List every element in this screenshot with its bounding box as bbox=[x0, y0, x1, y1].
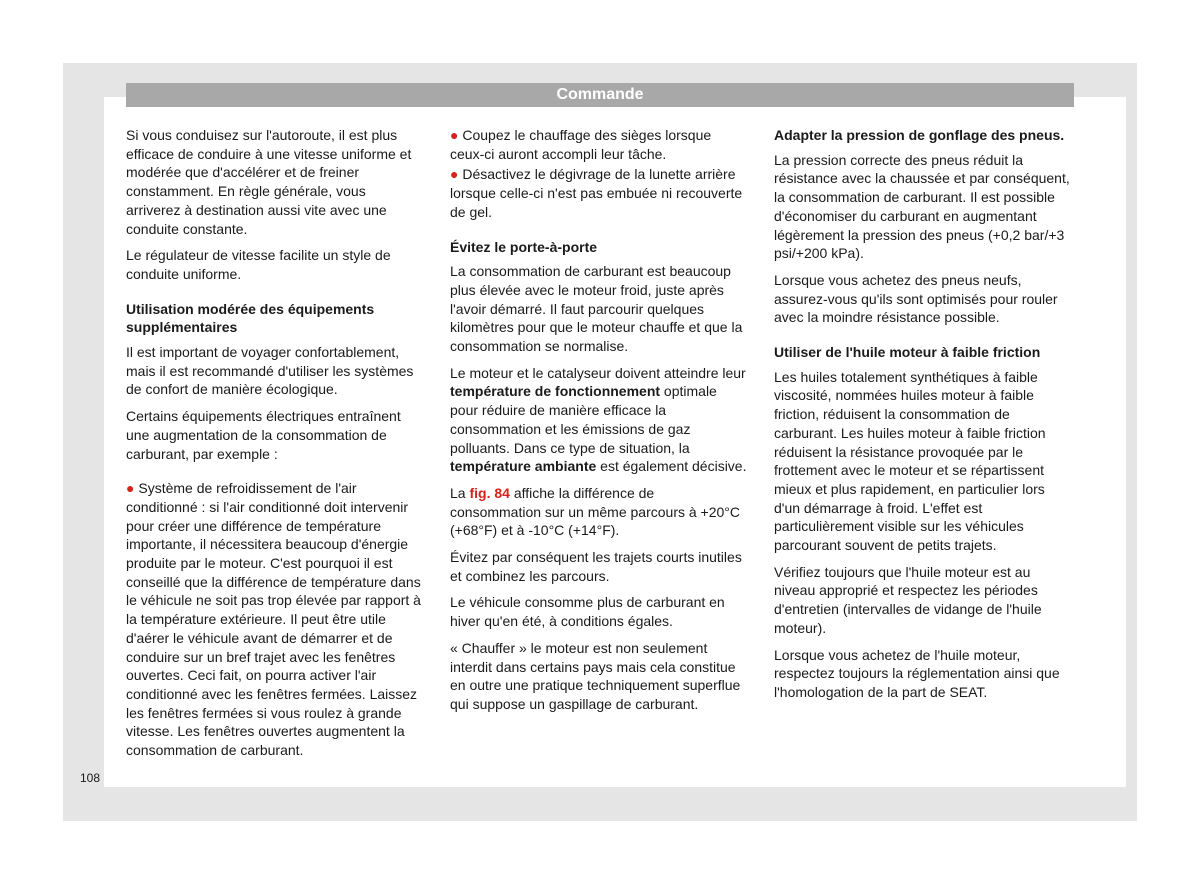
paragraph: Vérifiez toujours que l'huile moteur est au niveau approprié et respectez les périodes d'entretien (intervalles de vidange de l'huile moteur). bbox=[774, 563, 1042, 636]
section-header: Commande bbox=[126, 83, 1074, 107]
column-1 bbox=[126, 126, 424, 768]
figure-link[interactable]: fig. 84 bbox=[469, 484, 510, 501]
section-heading: Utiliser de l'huile moteur à faible friction bbox=[774, 344, 1041, 361]
paragraph: Si vous conduisez sur l'autoroute, il est plus efficace de conduire à une vitesse uniforme et modérée que d'accélérer et de freiner constamment. En règle générale, vous arriverez à destination aussi vite avec une conduite constante. bbox=[126, 127, 412, 237]
paragraph: Évitez par conséquent les trajets courts inutiles et combinez les parcours. bbox=[450, 549, 742, 584]
list-item-text: Coupez le chauffage des sièges lorsque ceux-ci auront accompli leur tâche. bbox=[450, 127, 712, 162]
emphasis: température de fonctionnement bbox=[450, 383, 661, 400]
bullet-dot-icon: ● bbox=[126, 480, 135, 497]
paragraph: Le véhicule consomme plus de carburant en hiver qu'en été, à conditions égales. bbox=[450, 594, 725, 630]
paragraph: Le moteur et le catalyseur doivent atteindre leur température de fonctionnement optimale pour réduire de manière efficace la consommation et les émissions de gaz polluants. Dans ce type de situation, la température ambiante est également décisive. bbox=[450, 364, 747, 475]
paragraph: Certains équipements électriques entraînent une augmentation de la consommation de carburant, par exemple : bbox=[126, 408, 401, 462]
section-heading: Utilisation modérée des équipements supplémentaires bbox=[126, 300, 375, 336]
paragraph: Les huiles totalement synthétiques à faible viscosité, nommées huiles moteur à faible friction, réduisent la consommation de carburant. Les huiles moteur à faible friction réduisent la résistance provoquée par le frottement avec le moteur et se répartissent mieux et plus rapidement, en particulier lors d'un démarrage à froid. L'effet est particulièrement visible sur les véhicules parcourant souvent de petits trajets. bbox=[774, 368, 1046, 554]
list-item bbox=[450, 165, 748, 221]
paragraph: Il est important de voyager confortablement, mais il est recommandé d'utiliser les systèmes de confort de manière écologique. bbox=[126, 344, 414, 398]
page-number: 108 bbox=[80, 771, 101, 785]
bullet-dot-icon: ● bbox=[450, 127, 459, 143]
section-heading: Évitez le porte-à-porte bbox=[450, 238, 598, 255]
paragraph: La pression correcte des pneus réduit la résistance avec la chaussée et par conséquent, la consommation de carburant. Il est possible d'économiser du carburant en augmentant légèrement la pression des pneus (+0,2 bar/+3 psi/+200 kPa). bbox=[774, 151, 1070, 262]
paragraph: Lorsque vous achetez de l'huile moteur, respectez toujours la réglementation ainsi que l'homologation de la part de SEAT. bbox=[774, 646, 1060, 700]
list-item bbox=[450, 126, 748, 163]
list-item-text: Système de refroidissement de l'air conditionné : si l'air conditionné doit intervenir pour créer une différence de température importante, il nécessitera beaucoup d'énergie produite par le moteur. C'est pourquoi il est conseillé que la différence de température dans le véhicule ne soit pas trop élevée par rapport à la température extérieure. Il peut être utile d'aérer le véhicule avant de démarrer et de conduire sur un bref trajet avec les fenêtres ouvertes. Ceci fait, on pourra activer l'air conditionné avec les fenêtres fermées. Laissez les fenêtres fermées si vous roulez à grande vitesse. Les fenêtres ouvertes augmentent la consommation de carburant. bbox=[126, 480, 421, 759]
list-item bbox=[126, 479, 424, 760]
column-2 bbox=[450, 126, 748, 722]
paragraph: Lorsque vous achetez des pneus neufs, assurez-vous qu'ils sont optimisés pour rouler avec la moindre résistance possible. bbox=[774, 271, 1058, 326]
paragraph: La fig. 84 affiche la différence de consommation sur un même parcours à +20°C (+68°F) et à -10°C (+14°F). bbox=[450, 484, 741, 539]
paragraph: La consommation de carburant est beaucoup plus élevée avec le moteur froid, juste après l'avoir démarré. Il faut parcourir quelques kilomètres pour que le moteur chauffe et que la consommation se normalise. bbox=[450, 263, 743, 355]
column-3 bbox=[774, 126, 1072, 710]
emphasis: température ambiante bbox=[450, 458, 597, 475]
bullet-dot-icon: ● bbox=[450, 166, 459, 183]
section-heading: Adapter la pression de gonflage des pneus. bbox=[774, 127, 1065, 143]
paragraph: « Chauffer » le moteur est non seulement interdit dans certains pays mais cela constitue en outre une pratique techniquement superflue qui suppose un gaspillage de carburant. bbox=[450, 639, 741, 712]
paragraph: Le régulateur de vitesse facilite un style de conduite uniforme. bbox=[126, 247, 391, 282]
list-item-text: Désactivez le dégivrage de la lunette arrière lorsque celle-ci n'est pas embuée ni recouverte de gel. bbox=[450, 166, 743, 220]
